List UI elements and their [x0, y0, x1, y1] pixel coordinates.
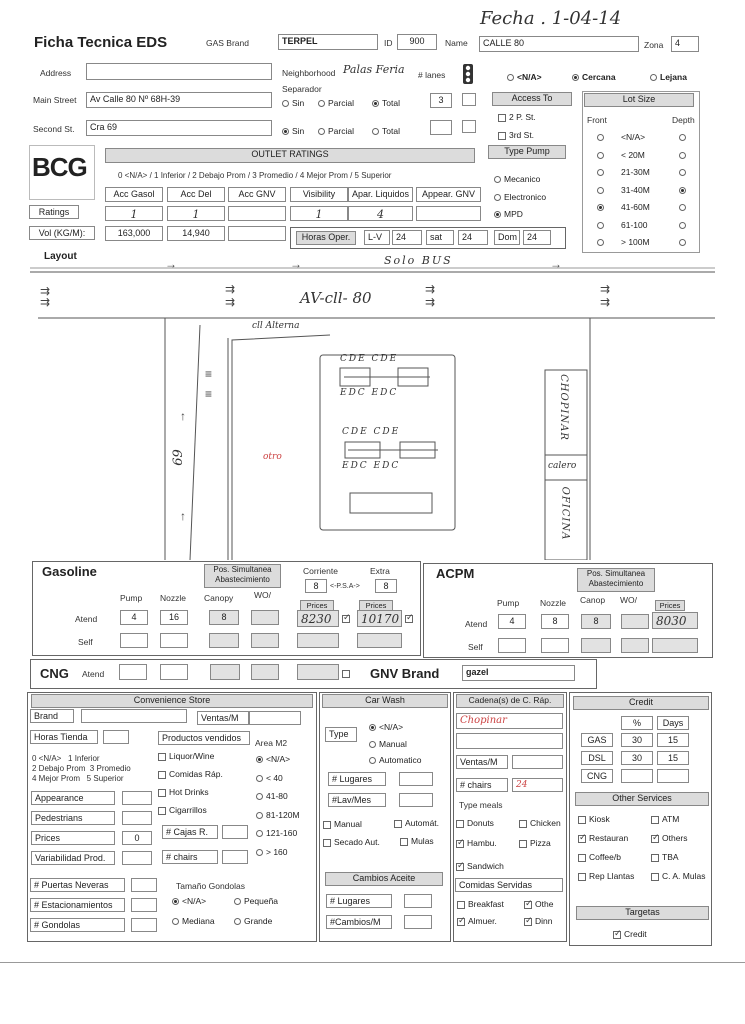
- carwash-type-manual[interactable]: Manual: [369, 739, 407, 749]
- gnv-brand-field[interactable]: gazel: [462, 665, 575, 681]
- gas-wo-label: WO/: [254, 590, 271, 600]
- conv-prices-field[interactable]: 0: [122, 831, 152, 845]
- lot-option-label: <N/A>: [621, 132, 646, 142]
- gas-self-nozzle[interactable]: [160, 633, 188, 648]
- svg-text:⇉: ⇉: [40, 295, 51, 309]
- conv-scale: 0 <N/A> 1 Inferior 2 Debajo Prom 3 Promedio 4 Mejor Prom 5 Superior: [32, 754, 131, 783]
- conv-ventas-field[interactable]: [249, 711, 301, 725]
- acpm-pos-sim: Pos. Simultanea Abastecimiento: [577, 568, 655, 592]
- cadena-chairs-label: # chairs: [456, 778, 508, 792]
- svg-text:⇉: ⇉: [225, 295, 236, 309]
- conv-variabilidad-field[interactable]: [122, 851, 152, 865]
- cng-atend-nozzle[interactable]: [160, 664, 188, 680]
- page-bottom-edge: [0, 962, 745, 963]
- gas-price-corriente[interactable]: 8230: [297, 610, 339, 627]
- sat-label: sat: [426, 230, 454, 245]
- conv-area-label: Area M2: [255, 738, 288, 748]
- zona-field[interactable]: 4: [671, 36, 699, 52]
- servida-breakfast[interactable]: Breakfast: [457, 899, 504, 909]
- servida-dinn[interactable]: ✓ Dinn: [524, 916, 552, 926]
- credit-days-field[interactable]: 15: [657, 751, 689, 765]
- cng-title: CNG: [40, 666, 69, 681]
- svg-text:⇉: ⇉: [600, 295, 611, 309]
- carwash-type-auto[interactable]: Automatico: [369, 755, 422, 765]
- gas-self-label: Self: [78, 637, 93, 647]
- conv-prices-label: Prices: [31, 831, 115, 845]
- conv-area-radio[interactable]: 41-80: [256, 791, 288, 801]
- conv-appearance-label: Appearance: [31, 791, 115, 805]
- targetas-header: Targetas: [576, 906, 709, 920]
- proximity-lejana[interactable]: Lejana: [650, 72, 687, 82]
- cambios-lugares-label: # Lugares: [326, 894, 392, 908]
- access-2p-st[interactable]: 2 P. St.: [498, 112, 536, 122]
- cng-atend-label: Atend: [82, 669, 105, 679]
- gas-atend-label: Atend: [75, 614, 98, 624]
- conv-chairs-label: # chairs: [162, 850, 218, 864]
- corriente-label: Corriente: [303, 566, 338, 576]
- gas-wo-field[interactable]: [251, 610, 279, 625]
- acpm-self-canop[interactable]: [581, 638, 611, 653]
- svg-text:↑: ↑: [180, 509, 186, 523]
- dom-field[interactable]: 24: [523, 230, 551, 245]
- cambios-aceite-header: Cambios Aceite: [325, 872, 443, 886]
- gnv-brand-label: GNV Brand: [370, 666, 440, 681]
- outlet-rating-field[interactable]: [228, 206, 286, 221]
- svg-text:≡: ≡: [205, 387, 213, 401]
- conv-estac-field[interactable]: [131, 898, 157, 912]
- cll-alterna-label: cll Alterna: [252, 321, 300, 331]
- gas-pump-label: Pump: [120, 593, 143, 603]
- lot-front-radio[interactable]: [597, 185, 607, 195]
- separador-parcial[interactable]: Parcial: [318, 98, 354, 108]
- dom-label: Dom: [494, 230, 520, 245]
- type-pump-header: Type Pump: [488, 145, 566, 159]
- conv-horas-label: Horas Tienda: [30, 730, 98, 744]
- conv-pedestrians-field[interactable]: [122, 811, 152, 825]
- lot-depth-radio[interactable]: [679, 150, 689, 160]
- conv-productos-label: Productos vendidos: [158, 731, 250, 745]
- fecha-handwritten: Fecha . 1-04-14: [480, 8, 622, 29]
- lot-depth-radio[interactable]: [679, 132, 689, 142]
- conv-product-check[interactable]: Hot Drinks: [158, 787, 209, 797]
- pump-island-top-label-1: CDE CDE: [340, 354, 399, 364]
- tam-na[interactable]: <N/A>: [172, 896, 206, 906]
- carwash-type-na[interactable]: <N/A>: [369, 722, 403, 732]
- layout-label: Layout: [44, 251, 77, 262]
- credit-days-header: Days: [657, 716, 689, 730]
- lot-option-label: 41-60M: [621, 202, 650, 212]
- acpm-self-pump[interactable]: [498, 638, 526, 653]
- pump-island-top-label-2: EDC EDC: [340, 388, 399, 398]
- credit-card-check[interactable]: ✓Credit: [613, 929, 647, 939]
- cambios-m-field[interactable]: [404, 915, 432, 929]
- gas-prices-label-1: Prices: [300, 600, 334, 611]
- outlet-column-header: Visibility: [290, 187, 348, 202]
- lot-option-label: > 100M: [621, 237, 650, 247]
- vol-label: Vol (KG/M):: [29, 226, 95, 240]
- svg-text:→: →: [165, 257, 177, 271]
- lot-depth-radio[interactable]: [679, 220, 689, 230]
- type-meals-label: Type meals: [459, 800, 503, 810]
- cadena-name-field[interactable]: Chopinar: [456, 713, 563, 729]
- lot-depth-radio[interactable]: [679, 167, 689, 177]
- id-field[interactable]: 900: [397, 34, 437, 50]
- comidas-servidas-label: Comidas Servidas: [455, 878, 563, 892]
- conv-variabilidad-label: Variabilidad Prod.: [31, 851, 115, 865]
- conv-puertas-label: # Puertas Neveras: [30, 878, 125, 892]
- lot-option-label: 21-30M: [621, 167, 650, 177]
- gas-nozzle-label: Nozzle: [160, 593, 186, 603]
- conv-brand-label: Brand: [30, 709, 74, 723]
- outlet-vol-field[interactable]: 14,940: [167, 226, 225, 241]
- cng-atend-canopy[interactable]: [210, 664, 240, 680]
- svg-text:⇉: ⇉: [425, 282, 436, 296]
- gas-price-extra[interactable]: 10170: [357, 610, 402, 627]
- other-service-check[interactable]: Coffee/b: [578, 852, 621, 862]
- extra-label: Extra: [370, 566, 390, 576]
- acpm-pump-label: Pump: [497, 598, 520, 608]
- lanes-label: # lanes: [418, 70, 446, 80]
- corriente-field[interactable]: 8: [305, 579, 327, 593]
- tam-mediana[interactable]: Mediana: [172, 916, 215, 926]
- address-label: Address: [40, 68, 72, 78]
- outlet-vol-field[interactable]: 163,000: [105, 226, 163, 241]
- lot-option-label: < 20M: [621, 149, 645, 160]
- other-service-check[interactable]: ✓ Others: [651, 833, 688, 843]
- conv-product-check[interactable]: Liquor/Wine: [158, 751, 214, 761]
- other-service-check[interactable]: TBA: [651, 852, 679, 862]
- acpm-nozzle-field[interactable]: 8: [541, 614, 569, 629]
- sat-field[interactable]: 24: [458, 230, 488, 245]
- neighborhood-value: Palas Feria: [343, 63, 405, 76]
- outlet-rating-field[interactable]: 4: [348, 206, 413, 221]
- carwash-secado-check[interactable]: Secado Aut.: [323, 837, 380, 847]
- acpm-self-label: Self: [468, 642, 483, 652]
- pump-mpd[interactable]: MPD: [494, 209, 523, 219]
- gasoline-title: Gasoline: [42, 564, 97, 579]
- lv-label: L-V: [364, 230, 390, 245]
- lot-front-radio[interactable]: [597, 150, 607, 160]
- conv-cajas-field[interactable]: [222, 825, 248, 839]
- lot-option-label: 31-40M: [621, 184, 650, 195]
- gas-price-extra-check[interactable]: [405, 613, 416, 623]
- meal-donuts[interactable]: Donuts: [456, 818, 494, 828]
- other-service-check[interactable]: Rep Llantas: [578, 871, 634, 881]
- main-street-field[interactable]: Av Calle 80 Nº 68H-39: [86, 92, 272, 108]
- outlet-column-header: Acc Gasol: [105, 187, 163, 202]
- credit-row-label: DSL: [581, 751, 613, 765]
- neighborhood-label: Neighborhood: [282, 68, 336, 78]
- cadena-ventas-field[interactable]: [512, 755, 563, 769]
- rating-scale: 0 <N/A> / 1 Inferior / 2 Debajo Prom / 3 Promedio / 4 Mejor Prom / 5 Superior: [118, 171, 392, 180]
- lot-depth-radio[interactable]: [679, 185, 689, 195]
- acpm-nozzle-label: Nozzle: [540, 598, 566, 608]
- carwash-automat-check[interactable]: Automát.: [394, 818, 439, 828]
- acpm-pump-field[interactable]: 4: [498, 614, 526, 629]
- pump-mecanico[interactable]: Mecanico: [494, 174, 540, 184]
- conv-brand-field[interactable]: [81, 709, 187, 723]
- conv-gondolas-field[interactable]: [131, 918, 157, 932]
- conv-horas-field[interactable]: [103, 730, 129, 744]
- conv-cajas-label: # Cajas R.: [162, 825, 218, 839]
- acpm-title: ACPM: [436, 566, 475, 581]
- pump-electronico[interactable]: Electronico: [494, 192, 546, 202]
- access-3rd-st[interactable]: 3rd St.: [498, 130, 534, 140]
- lot-depth-label: Depth: [672, 115, 695, 125]
- proximity-na[interactable]: <N/A>: [507, 72, 542, 82]
- gas-brand-label: GAS Brand: [206, 38, 249, 48]
- zona-label: Zona: [644, 40, 664, 50]
- access-to-header: Access To: [492, 92, 572, 106]
- psa-label: <-P.S.A->: [330, 583, 360, 590]
- gas-self-pump[interactable]: [120, 633, 148, 648]
- carwash-lav-label: #Lav/Mes: [328, 793, 386, 807]
- tam-pequena[interactable]: Pequeña: [234, 896, 278, 906]
- svg-text:→: →: [290, 257, 302, 271]
- gas-price-corriente-check[interactable]: [342, 613, 353, 623]
- lanes-field[interactable]: 3: [430, 93, 452, 108]
- conv-pedestrians-label: Pedestrians: [31, 811, 115, 825]
- main-street-label: Main Street: [33, 95, 77, 105]
- carwash-header: Car Wash: [322, 694, 448, 708]
- carwash-manual-check[interactable]: Manual: [323, 819, 362, 829]
- solo-bus-label: Solo BUS: [384, 254, 453, 267]
- id-label: ID: [384, 38, 393, 48]
- second-street-label: Second St.: [33, 124, 75, 134]
- credit-row-label: GAS: [581, 733, 613, 747]
- meal-hambu[interactable]: ✓Hambu.: [456, 838, 497, 848]
- gas-canopy-field[interactable]: 8: [209, 610, 239, 625]
- conv-estac-label: # Estacionamientos: [30, 898, 125, 912]
- lv-field[interactable]: 24: [392, 230, 422, 245]
- acpm-self-wo[interactable]: [621, 638, 649, 653]
- other-service-check[interactable]: C. A. Mulas: [651, 871, 705, 881]
- credit-pct-field[interactable]: 30: [621, 751, 653, 765]
- outlet-column-header: Acc Del: [167, 187, 225, 202]
- conv-area-radio[interactable]: 81-120M: [256, 810, 300, 820]
- cadena-blank-field[interactable]: [456, 733, 563, 749]
- convenience-header: Convenience Store: [31, 694, 313, 708]
- acpm-wo-field[interactable]: [621, 614, 649, 629]
- credit-pct-field[interactable]: 30: [621, 733, 653, 747]
- carwash-lugares-field[interactable]: [399, 772, 433, 786]
- acpm-canop-label: Canop: [580, 595, 606, 605]
- conv-area-radio[interactable]: > 160: [256, 847, 288, 857]
- conv-ventas-label: Ventas/M: [197, 711, 249, 725]
- lot-front-radio[interactable]: [597, 220, 607, 230]
- name-label: Name: [445, 38, 468, 48]
- svg-text:⇉: ⇉: [600, 282, 611, 296]
- svg-text:⇉: ⇉: [40, 284, 51, 298]
- outlet-ratings-header: OUTLET RATINGS: [105, 148, 475, 163]
- lot-front-label: Front: [587, 115, 607, 125]
- gas-canopy-label: Canopy: [204, 593, 234, 603]
- acpm-self-nozzle[interactable]: [541, 638, 569, 653]
- chopinar-building-label: CHOPINAR: [557, 374, 569, 441]
- gas-prices-label-2: Prices: [359, 600, 393, 611]
- credit-row-label: CNG: [581, 769, 613, 783]
- cadena-ventas-label: Ventas/M: [456, 755, 508, 769]
- cra-69-label: 69: [170, 449, 186, 466]
- tam-grande[interactable]: Grande: [234, 916, 272, 926]
- outlet-column-header: Apar. Liquidos: [348, 187, 413, 202]
- acpm-prices-label: Prices: [655, 600, 685, 611]
- conv-chairs-field[interactable]: [222, 850, 248, 864]
- meal-sandwich[interactable]: ✓Sandwich: [456, 861, 504, 871]
- gas-self-canopy[interactable]: [209, 633, 239, 648]
- lot-depth-radio[interactable]: [679, 202, 689, 212]
- credit-pct-header: %: [621, 716, 653, 730]
- acpm-self-price[interactable]: [652, 638, 698, 653]
- acpm-wo-label: WO/: [620, 595, 637, 605]
- credit-days-field[interactable]: 15: [657, 733, 689, 747]
- gas-self-price-2[interactable]: [357, 633, 402, 648]
- credit-header: Credit: [573, 696, 709, 710]
- carwash-lugares-label: # Lugares: [328, 772, 386, 786]
- cambios-lugares-field[interactable]: [404, 894, 432, 908]
- carwash-lav-field[interactable]: [399, 793, 433, 807]
- gas-pump-field[interactable]: 4: [120, 610, 148, 625]
- second-total[interactable]: Total: [372, 126, 400, 136]
- pump-island-bottom-label-1: CDE CDE: [342, 427, 401, 437]
- second-sin[interactable]: Sin: [282, 126, 304, 136]
- conv-appearance-field[interactable]: [122, 791, 152, 805]
- second-parcial[interactable]: Parcial: [318, 126, 354, 136]
- other-service-check[interactable]: ✓Restauran: [578, 833, 628, 843]
- cng-atend-price[interactable]: [297, 664, 339, 680]
- svg-text:⇉: ⇉: [225, 282, 236, 296]
- gas-nozzle-field[interactable]: 16: [160, 610, 188, 625]
- separador-sin[interactable]: Sin: [282, 98, 304, 108]
- calero-label: calero: [548, 461, 577, 471]
- outlet-column-header: Appear. GNV: [416, 187, 481, 202]
- extra-field[interactable]: 8: [375, 579, 397, 593]
- lot-front-radio[interactable]: [597, 237, 607, 247]
- conv-puertas-field[interactable]: [131, 878, 157, 892]
- conv-area-radio[interactable]: <N/A>: [256, 754, 290, 764]
- cambios-m-label: #Cambios/M: [326, 915, 392, 929]
- lot-front-radio[interactable]: [597, 167, 607, 177]
- cadena-chairs-field[interactable]: 24: [512, 778, 563, 792]
- separador-total[interactable]: Total: [372, 98, 400, 108]
- cng-atend-pump[interactable]: [119, 664, 147, 680]
- pump-island-bottom-label-2: EDC EDC: [342, 461, 401, 471]
- cng-atend-wo[interactable]: [251, 664, 279, 680]
- cadena-header: Cadena(s) de C. Ráp.: [456, 694, 564, 708]
- gas-self-wo[interactable]: [251, 633, 279, 648]
- servida-othe[interactable]: ✓ Othe: [524, 899, 553, 909]
- conv-area-radio[interactable]: 121-160: [256, 828, 297, 838]
- acpm-atend-label: Atend: [465, 619, 488, 629]
- servida-almuer[interactable]: ✓Almuer.: [457, 916, 497, 926]
- meal-chicken[interactable]: Chicken: [519, 818, 561, 828]
- gas-brand-field[interactable]: TERPEL: [278, 34, 378, 50]
- svg-text:→: →: [550, 257, 562, 271]
- acpm-canop-field[interactable]: 8: [581, 614, 611, 629]
- outlet-rating-field[interactable]: 1: [167, 206, 225, 221]
- lot-option-label: 61-100: [621, 219, 648, 230]
- outlet-rating-field[interactable]: 1: [105, 206, 163, 221]
- conv-area-radio[interactable]: < 40: [256, 773, 283, 783]
- proximity-cercana[interactable]: Cercana: [572, 72, 616, 82]
- lot-size-header: Lot Size: [584, 93, 694, 107]
- otro-note: otro: [263, 452, 282, 462]
- svg-text:≡: ≡: [205, 367, 213, 381]
- bcg-logo: BCG: [32, 152, 87, 182]
- svg-text:⇉: ⇉: [425, 295, 436, 309]
- meal-pizza[interactable]: Pizza: [519, 838, 551, 848]
- horas-oper-label: Horas Oper.: [296, 231, 356, 245]
- av-cll-80-label: AV-cll- 80: [300, 289, 372, 307]
- outlet-column-header: Acc GNV: [228, 187, 286, 202]
- other-services-header: Other Services: [575, 792, 709, 806]
- credit-days-field[interactable]: [657, 769, 689, 783]
- carwash-mulas-check[interactable]: Mulas: [400, 836, 434, 846]
- other-service-check[interactable]: Kiosk: [578, 814, 610, 824]
- outlet-vol-field[interactable]: [228, 226, 286, 241]
- conv-product-check[interactable]: Cigarrillos: [158, 805, 207, 815]
- conv-tamano-label: Tamaño Gondolas: [176, 881, 245, 891]
- gasoline-pos-sim: Pos. Simultanea Abastecimiento: [204, 564, 281, 588]
- second-street-field[interactable]: Cra 69: [86, 120, 272, 136]
- gas-self-price-1[interactable]: [297, 633, 339, 648]
- acpm-price-field[interactable]: 8030: [652, 612, 698, 629]
- ratings-label: Ratings: [29, 205, 79, 219]
- carwash-type-label: Type: [325, 727, 357, 742]
- conv-product-check[interactable]: Comidas Ráp.: [158, 769, 223, 779]
- outlet-rating-field[interactable]: 1: [290, 206, 348, 221]
- lot-front-radio[interactable]: [597, 132, 607, 142]
- lot-front-radio[interactable]: [597, 202, 607, 212]
- lot-depth-radio[interactable]: [679, 237, 689, 247]
- cng-check[interactable]: [342, 668, 353, 678]
- outlet-rating-field[interactable]: [416, 206, 481, 221]
- credit-pct-field[interactable]: [621, 769, 653, 783]
- other-service-check[interactable]: ATM: [651, 814, 679, 824]
- separador-label: Separador: [282, 84, 322, 94]
- conv-gondolas-label: # Gondolas: [30, 918, 125, 932]
- name-field[interactable]: CALLE 80: [479, 36, 639, 52]
- svg-text:↑: ↑: [180, 409, 186, 423]
- oficina-label: OFICINA: [559, 486, 571, 541]
- form-title: Ficha Tecnica EDS: [34, 34, 168, 51]
